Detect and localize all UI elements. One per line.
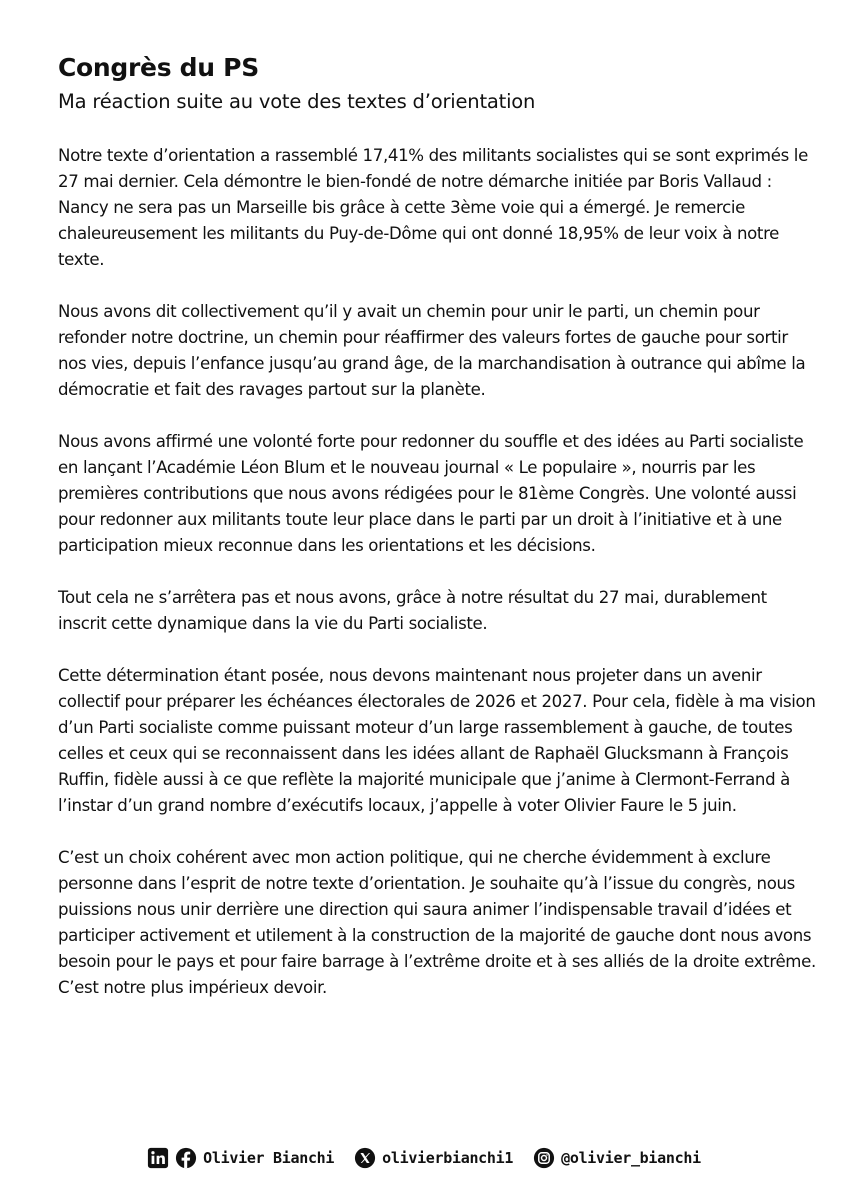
document-body [58, 143, 818, 1001]
paragraph: Cette détermination étant posée, nous devons maintenant nous projeter dans un avenir collectif pour préparer les échéances électorales de 2026 et 2027. Pour cela, fidèle à ma vision d’un Parti socialiste comme puissant moteur d’un large rassemblement à gauche, de toutes celles et ceux qui se reconnaissent dans les idées allant de Raphaël Glucksmann à François Ruffin, fidèle aussi à ce que reflète la majorité municipale que j’anime à Clermont-Ferrand à l’instar d’un grand nombre d’exécutifs locaux, j’appelle à voter Olivier Faure le 5 juin. [58, 666, 816, 815]
paragraph: Nous avons affirmé une volonté forte pour redonner du souffle et des idées au Parti socialiste en lançant l’Académie Léon Blum et le nouveau journal « Le populaire », nourris par les premières contributions que nous avons rédigées pour le 81ème Congrès. Une volonté aussi pour redonner aux militants toute leur place dans le parti par un droit à l’initiative et à une participation mieux reconnue dans les orientations et les décisions. [58, 432, 804, 555]
paragraph: Nous avons dit collectivement qu’il y avait un chemin pour unir le parti, un chemin pour refonder notre doctrine, un chemin pour réaffirmer des valeurs fortes de gauche pour sortir nos vies, depuis l’enfance jusqu’au grand âge, de la marchandisation à outrance qui abîme la démocratie et fait des ravages partout sur la planète. [58, 302, 806, 399]
document [58, 52, 818, 1027]
page-title: Congrès du PS [58, 53, 259, 82]
x-icon[interactable] [354, 1147, 376, 1169]
social-x[interactable] [354, 1147, 513, 1169]
social-name: Olivier Bianchi [203, 1149, 335, 1167]
social-footer [0, 1142, 848, 1174]
paragraph: Notre texte d’orientation a rassemblé 17,41% des militants socialistes qui se sont exprimés le 27 mai dernier. Cela démontre le bien-fondé de notre démarche initiée par Boris Vallaud : Nancy ne sera pas un Marseille bis grâce à cette 3ème voie qui a émergé. Je remercie chaleureusement les militants du Puy-de-Dôme qui ont donné 18,95% de leur voix à notre texte. [58, 146, 808, 269]
instagram-icon[interactable] [533, 1147, 555, 1169]
social-instagram[interactable] [533, 1147, 701, 1169]
paragraph: Tout cela ne s’arrêtera pas et nous avons, grâce à notre résultat du 27 mai, durablement inscrit cette dynamique dans la vie du Parti socialiste. [58, 588, 767, 633]
linkedin-icon[interactable] [147, 1147, 169, 1169]
page-subtitle: Ma réaction suite au vote des textes d’orientation [58, 90, 536, 113]
paragraph: C’est un choix cohérent avec mon action politique, qui ne cherche évidemment à exclure personne dans l’esprit de notre texte d’orientation. Je souhaite qu’à l’issue du congrès, nous puissions nous unir derrière une direction qui saura animer l’indispensable travail d’idées et participer activement et utilement à la construction de la majorité de gauche dont nous avons besoin pour le pays et pour faire barrage à l’extrême droite et à ses alliés de la droite extrême. C’est notre plus impérieux devoir. [58, 848, 816, 997]
facebook-icon[interactable] [175, 1147, 197, 1169]
instagram-handle: @olivier_bianchi [561, 1149, 701, 1167]
social-linkedin-facebook[interactable] [147, 1147, 334, 1169]
x-handle: olivierbianchi1 [382, 1149, 514, 1167]
